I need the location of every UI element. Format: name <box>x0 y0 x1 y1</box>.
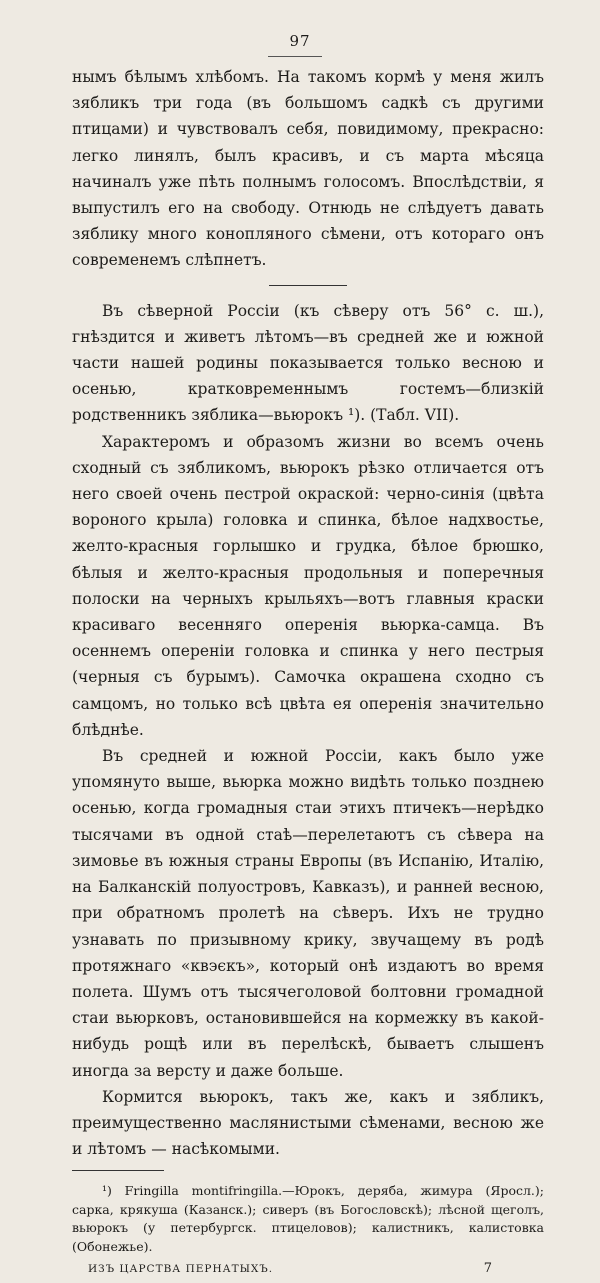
footer-source: ИЗЪ ЦАРСТВА ПЕРНАТЫХЪ. <box>88 1263 274 1276</box>
footnote: ¹) Fringilla montifringilla.—Юрокъ, деряба, жимура (Яросл.); сарка, крякуша (Казанск.); сиверъ (въ Богословскѣ); лѣсной щеголъ, вьюрокъ (у петербургск. птицеловов); калистникъ, калистовка (Обонежье). <box>72 1183 544 1254</box>
page-number: 97 <box>289 32 311 50</box>
page-number-rule <box>268 56 322 57</box>
paragraph: Въ средней и южной Россіи, какъ было уже упомянуто выше, вьюрка можно видѣть только позднею осенью, когда громадныя стаи этихъ птичекъ—нерѣдко тысячами въ одной стаѣ—перелетаютъ съ сѣвера на зимовье въ южныя страны Европы (въ Испанію, Италію, на Балканскій полуостровъ, Кавказъ), и ранней весною, при обратномъ пролетѣ на сѣверъ. Ихъ не трудно узнавать по призывному крику, звучащему въ родѣ протяжнаго «квэєкъ», который онѣ издаютъ во время полета. Шумъ отъ тысячеголовой болтовни громадной стаи вьюрковъ, остановившейся на кормежку въ какой-нибудь рощѣ или въ перелѣскѣ, бываетъ слышенъ иногда за версту и даже больше. <box>72 747 544 1080</box>
paragraph: Характеромъ и образомъ жизни во всемъ очень сходный съ зябликомъ, вьюрокъ рѣзко отличается отъ него своей очень пестрой окраской: черно-синія (цвѣта вороного крыла) головка и спинка, бѣлое надхвостье, желто-красныя горлышко и грудка, бѣлое брюшко, бѣлыя и желто-красныя продольныя и поперечныя полоски на черныхъ крыльяхъ—вотъ главныя краски красиваго весенняго оперенія вьюрка-самца. Въ осеннемъ опереніи головка и спинка у него пестрыя (черныя съ бурымъ). Самочка окрашена сходно съ самцомъ, но только всѣ цвѣта ея оперенія значительно блѣднѣе. <box>72 432 544 739</box>
paragraph-continued: нымъ бѣлымъ хлѣбомъ. На такомъ кормѣ у меня жилъ зябликъ три года (въ большомъ садкѣ съ другими птицами) и чувствовалъ себя, повидимому, прекрасно: легко линялъ, былъ красивъ, и съ марта мѣсяца начиналъ уже пѣть полнымъ голосомъ. Впослѣдствіи, я выпустилъ его на свободу. Отнюдь не слѣдуетъ давать зяблику много конопляного сѣмени, отъ котораго онъ современемъ слѣпнетъ. <box>72 68 544 270</box>
paragraph: Въ сѣверной Россіи (къ сѣверу отъ 56° с. ш.), гнѣздится и живетъ лѣтомъ—въ средней же и южной части нашей родины показывается только весною и осенью, кратковременнымъ гостемъ—близкій родственникъ зяблика—вьюрокъ ¹). (Табл. VII). <box>72 301 544 425</box>
page-body <box>72 64 544 1283</box>
paragraph: Кормится вьюрокъ, такъ же, какъ и зябликъ, преимущественно маслянистыми сѣменами, весною же и лѣтомъ — насѣкомыми. <box>72 1087 544 1159</box>
page-footer <box>72 1256 544 1282</box>
section-divider <box>269 285 347 286</box>
printer-signature: 7 <box>483 1261 492 1277</box>
footnote-divider <box>72 1170 164 1171</box>
